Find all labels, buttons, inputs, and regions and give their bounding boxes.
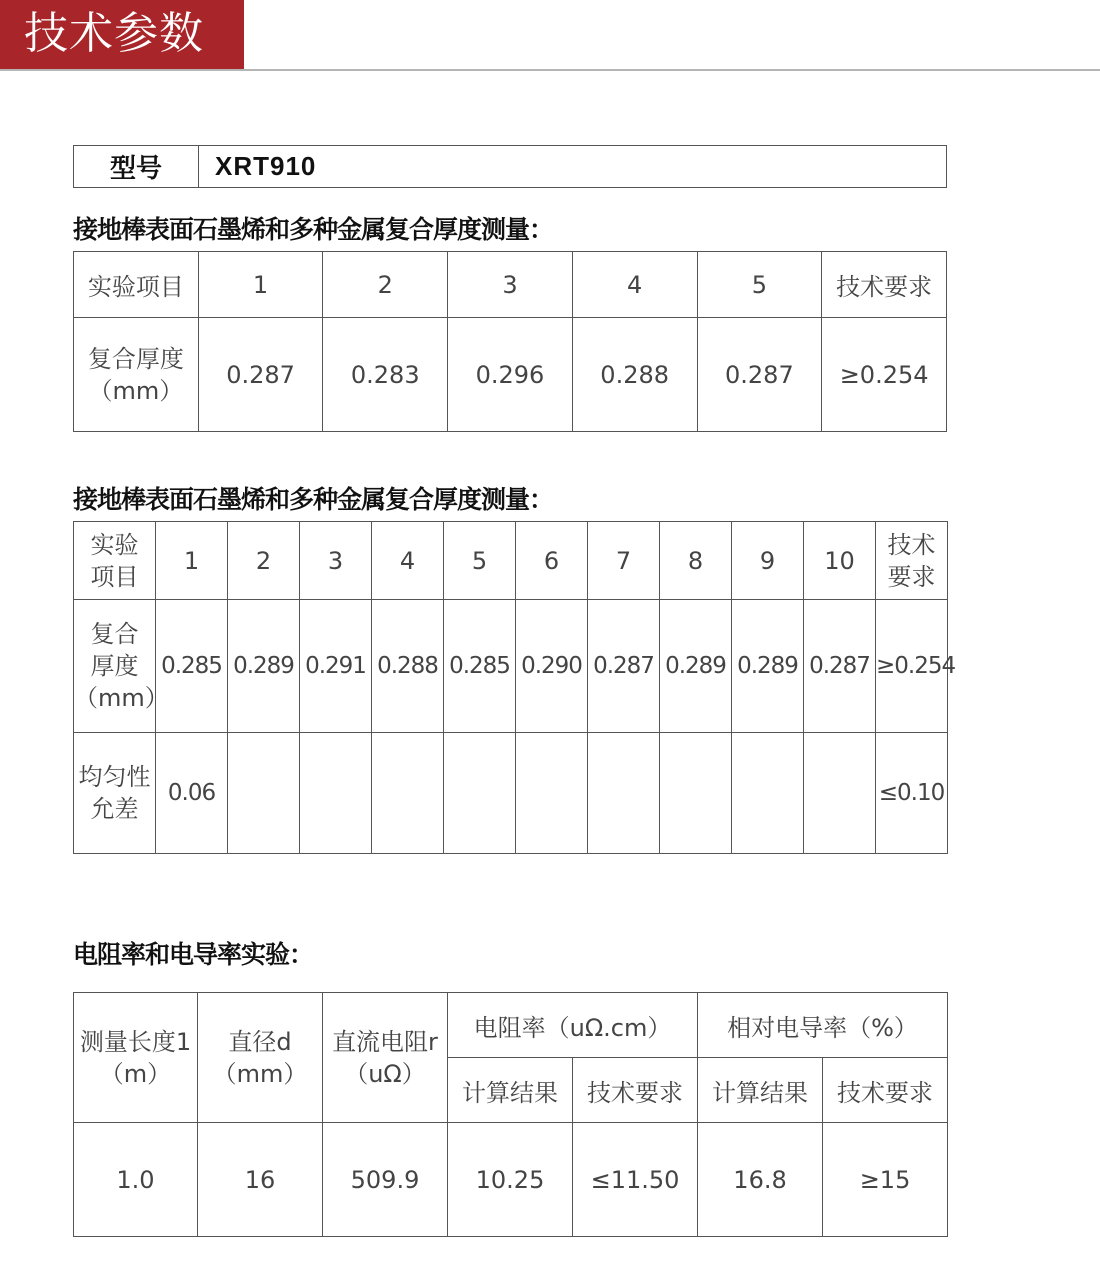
resistivity-result: 10.25 (448, 1123, 573, 1237)
requirement-cell: ≥0.254 (822, 318, 947, 432)
requirement-header (876, 522, 948, 600)
thickness-table-5 (73, 251, 947, 432)
column-header: 1 (156, 522, 228, 600)
table-header-row (74, 993, 948, 1058)
value-cell: 0.287 (198, 318, 323, 432)
conductivity-header: 相对电导率（%） (698, 993, 948, 1058)
model-table (73, 145, 947, 188)
model-label: 型号 (74, 146, 199, 188)
value-cell: 0.290 (516, 600, 588, 733)
column-header: 7 (588, 522, 660, 600)
header-label-line: 直径d (228, 1027, 292, 1056)
column-header: 1 (198, 252, 323, 318)
column-header: 5 (697, 252, 822, 318)
header-label-line: 项目 (90, 562, 139, 591)
empty-cell (228, 733, 300, 854)
uniformity-value: 0.06 (156, 733, 228, 854)
value-cell: 0.289 (660, 600, 732, 733)
column-header: 2 (323, 252, 448, 318)
conductivity-result: 16.8 (698, 1123, 823, 1237)
requirement-cell: ≥0.254 (876, 600, 948, 733)
page-title: 技术参数 (24, 8, 204, 59)
header-label-line: 直流电阻r (332, 1027, 438, 1056)
table-header-row (74, 522, 948, 600)
empty-cell (660, 733, 732, 854)
value-cell: 0.285 (444, 600, 516, 733)
model-value: XRT910 (199, 146, 947, 188)
header-label (74, 522, 156, 600)
header-label-unit: （m） (99, 1059, 172, 1088)
column-header: 5 (444, 522, 516, 600)
row-label-unit: （mm） (74, 684, 169, 712)
conductivity-requirement: ≥15 (823, 1123, 948, 1237)
header-divider (0, 69, 1100, 71)
row-label-line: 允差 (90, 795, 139, 823)
section3-title: 电阻率和电导率实验： (73, 940, 314, 969)
requirement-cell: ≤0.10 (876, 733, 948, 854)
section2-title: 接地棒表面石墨烯和多种金属复合厚度测量： (73, 485, 554, 514)
row-label-unit: （mm） (88, 376, 184, 405)
resistivity-requirement: ≤11.50 (573, 1123, 698, 1237)
row-label (74, 600, 169, 733)
table-row (74, 1123, 948, 1237)
table-row (74, 318, 947, 432)
diameter-header (198, 993, 323, 1123)
table-row (74, 733, 948, 854)
empty-cell (372, 733, 444, 854)
column-header: 8 (660, 522, 732, 600)
tech-req-header: 技术要求 (823, 1058, 948, 1123)
column-header: 4 (572, 252, 697, 318)
row-label-line: 均匀性 (78, 763, 151, 791)
value-cell: 0.288 (572, 318, 697, 432)
empty-cell (732, 733, 804, 854)
requirement-header-line: 技术 (887, 530, 936, 559)
value-cell: 0.291 (300, 600, 372, 733)
value-cell: 0.283 (323, 318, 448, 432)
column-header: 6 (516, 522, 588, 600)
empty-cell (804, 733, 876, 854)
row-label (74, 318, 199, 432)
resistivity-header: 电阻率（uΩ.cm） (448, 993, 698, 1058)
row-label-line: 厚度 (90, 652, 139, 680)
empty-cell (444, 733, 516, 854)
empty-cell (516, 733, 588, 854)
value-cell: 0.296 (448, 318, 573, 432)
value-cell: 0.287 (588, 600, 660, 733)
row-label (74, 733, 156, 854)
empty-cell (588, 733, 660, 854)
resistivity-table (73, 992, 948, 1237)
header-label-line: 测量长度1 (79, 1027, 192, 1056)
requirement-header-line: 要求 (887, 562, 936, 591)
column-header: 4 (372, 522, 444, 600)
resistance-header (323, 993, 448, 1123)
value-cell: 0.287 (697, 318, 822, 432)
row-label-line: 复合厚度 (87, 344, 184, 373)
value-cell: 0.289 (732, 600, 804, 733)
value-cell: 0.289 (228, 600, 300, 733)
column-header: 9 (732, 522, 804, 600)
calc-result-header: 计算结果 (698, 1058, 823, 1123)
empty-cell (300, 733, 372, 854)
header-label: 实验项目 (74, 252, 199, 318)
table-row (74, 600, 948, 733)
value-cell: 0.285 (156, 600, 228, 733)
section1-title: 接地棒表面石墨烯和多种金属复合厚度测量： (73, 215, 554, 244)
column-header: 2 (228, 522, 300, 600)
value-cell: 0.288 (372, 600, 444, 733)
length-value: 1.0 (74, 1123, 198, 1237)
header-label-unit: （mm） (212, 1059, 308, 1088)
diameter-value: 16 (198, 1123, 323, 1237)
tech-req-header: 技术要求 (573, 1058, 698, 1123)
table-header-row (74, 252, 947, 318)
column-header: 10 (804, 522, 876, 600)
thickness-table-10 (73, 521, 956, 854)
header-label-line: 实验 (90, 530, 139, 559)
length-header (74, 993, 198, 1123)
calc-result-header: 计算结果 (448, 1058, 573, 1123)
resistance-value: 509.9 (323, 1123, 448, 1237)
column-header: 3 (300, 522, 372, 600)
requirement-header: 技术要求 (822, 252, 947, 318)
column-header: 3 (448, 252, 573, 318)
header-label-unit: （uΩ） (344, 1059, 426, 1088)
header-bar (0, 0, 244, 70)
value-cell: 0.287 (804, 600, 876, 733)
row-label-line: 复合 (90, 620, 139, 648)
